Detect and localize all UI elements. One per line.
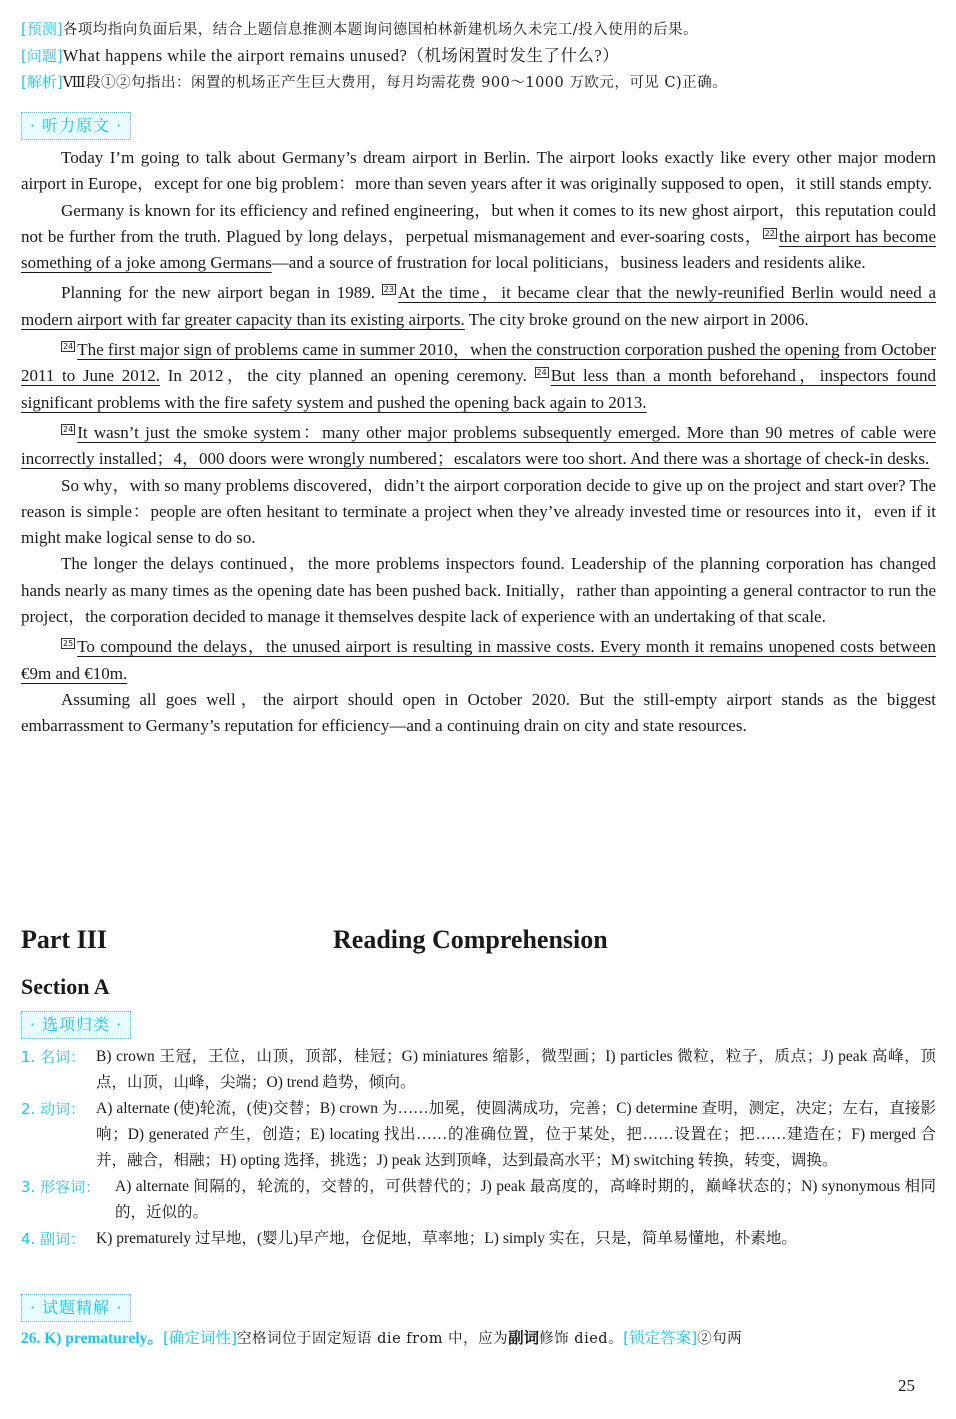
transcript-heading: · 听力原文 · [21,112,131,140]
answer-26: 26. K) prematurely。[确定词性]空格词位于固定短语 die from 中，应为副词修饰 died。[锁定答案]②句两 [21,1329,743,1347]
vocab-item-nouns [21,1044,936,1096]
vocab-label: 4. 副词： [21,1230,86,1248]
vocab-text: K) prematurely 过早地，(婴儿)早产地，仓促地，草率地；L) simply 实在，只是，简单易懂地，朴素地。 [96,1230,797,1247]
part-label: Part III [21,925,107,954]
transcript-paragraph-7: The longer the delays continued，the more problems inspectors found. Leadership of the planning corporation has changed hands nearly as many times as the opening date has been pushed back. Initially，rather than appointing a general contractor to run the project，the corporation decided to manage it themselves despite lack of experience with an undertaking of that scale. [21,554,936,627]
question-marker-22: 22 [764,228,775,238]
determine-pos-tag: [确定词性] [162,1329,238,1347]
part-title: Reading Comprehension [333,925,608,954]
question-marker-24c: 24 [63,424,74,434]
lock-answer-tag: [锁定答案] [623,1329,698,1347]
section-label: Section A [21,974,110,999]
transcript-paragraph-6: So why，with so many problems discovered，didn’t the airport corporation decide to give up on the project and start over? The reason is simple：people are often hesitant to terminate a project when they’ve already invested time or resources into it，even if it might make logical sense to do so. [21,475,936,548]
answer-underline-24c: It wasn’t just the smoke system：many other major problems subsequently emerged. More than 90 metres of cable were incorrectly installed；4，000 doors were wrongly numbered；escalators were too short. And there was a shortage of check-in desks. [21,422,936,469]
question-text: What happens while the airport remains unused?（机场闲置时发生了什么?） [62,46,620,65]
transcript-paragraph-9: Assuming all goes well，the airport should open in October 2020. But the still-empty airport stands as the biggest embarrassment to Germany’s reputation for efficiency—and a continuing drain on city and state resources. [21,689,936,736]
answer-26-choice: 26. K) prematurely。 [21,1330,163,1347]
predict-line [21,19,698,40]
transcript-paragraph-5 [21,420,936,473]
vocab-item-verbs [21,1096,936,1174]
answer-underline-24b: But less than a month beforehand，inspectors found significant problems with the fire safety system and pushed the opening back again to 2013. [21,366,937,412]
answer-underline-25: To compound the delays，the unused airport is resulting in massive costs. Every month it remains unopened costs between €9m and €10m. [21,637,936,683]
question-marker-25: 25 [63,639,74,649]
transcript-paragraph-1: Today I’m going to talk about Germany’s dream airport in Berlin. The airport looks exactly like every other major modern airport in Europe，except for one big problem：more than seven years after it was originally supposed to open，it still stands empty. [21,148,936,194]
vocab-heading: · 选项归类 · [21,1011,131,1039]
question-marker-23: 23 [383,285,394,295]
transcript-paragraph-4: 24 The first major sign of problems came in summer 2010，when the construction corporation pushed the opening from October 2011 to June 2012. In 2012，the city planned an opening ceremony. 24 But less than a month beforehand，inspectors found significant problems with the fire safety system and pushed the opening back again to 2013. [21,340,937,412]
vocab-label: 3. 形容词： [21,1178,101,1196]
explain-line [21,72,727,93]
transcript-paragraph-3: Planning for the new airport began in 1989. 23 At the time，it became clear that the newly-reunified Berlin would need a modern airport with far greater capacity than its existing airports. The city broke ground on the new airport in 2006. [21,283,936,329]
vocab-list [21,1044,936,1252]
question-marker-24b: 24 [536,368,547,378]
explain-text: Ⅷ段①②句指出：闲置的机场正产生巨大费用，每月均需花费 900～1000 万欧元，可见 C)正确。 [62,75,728,91]
transcript-paragraph-2: Germany is known for its efficiency and refined engineering，but when it comes to its new ghost airport，this reputation could not be further from the truth. Plagued by long delays，perpetual mismanagement and ever-soaring costs， 22 the airport has become something of a joke among Germans—and a source of frustration for local politicians，business leaders and residents alike. [21,200,937,273]
answer-underline-22: the airport has become something of a joke among Germans [21,226,937,273]
explain-tag: [解析] [21,73,63,91]
page-number: 25 [898,1376,915,1395]
question-marker-24: 24 [63,342,74,352]
predict-tag: [预测] [21,20,63,38]
question-line [21,46,619,66]
vocab-label: 1. 名词： [21,1048,86,1066]
bold-term: 副词 [508,1329,540,1347]
answers-heading: · 试题精解 · [21,1294,131,1322]
vocab-item-adverbs [21,1226,936,1252]
vocab-item-adjectives [21,1174,936,1226]
predict-text: 各项均指向负面后果，结合上题信息推测本题询问德国柏林新建机场久未完工/投入使用的后果。 [62,22,699,38]
transcript-body [21,145,936,740]
transcript-paragraph-8 [21,634,936,687]
vocab-label: 2. 动词： [21,1100,86,1118]
answer-underline-24a: The first major sign of problems came in summer 2010，when the construction corporation pushed the opening from October 2011 to June 2012. [21,340,936,386]
vocab-text: A) alternate (使)轮流，(使)交替；B) crown 为……加冕，使圆满成功，完善；C) determine 查明，测定，决定；左右，直接影响；D) generated 产生，创造；E) locating 找出……的准确位置，位于某处，把……设置在；把……建造在；F) merged 合并，融合，相融；H) opting 选择，挑选；J) peak 达到顶峰，达到最高水平；M) switching 转换，转变，调换。 [96,1100,936,1169]
vocab-text: B) crown 王冠，王位，山顶，顶部，桂冠；G) miniatures 缩影，微型画；I) particles 微粒，粒子，质点；J) peak 高峰，顶点，山顶，山峰，尖端；O) trend 趋势，倾向。 [96,1048,936,1091]
answer-underline-23: At the time，it became clear that the newly-reunified Berlin would need a modern airport with far greater capacity than its existing airports. [21,283,936,329]
question-tag: [问题] [21,47,63,65]
vocab-text: A) alternate 间隔的，轮流的，交替的，可供替代的；J) peak 最高度的，高峰时期的，巅峰状态的；N) synonymous 相同的，近似的。 [115,1178,936,1221]
